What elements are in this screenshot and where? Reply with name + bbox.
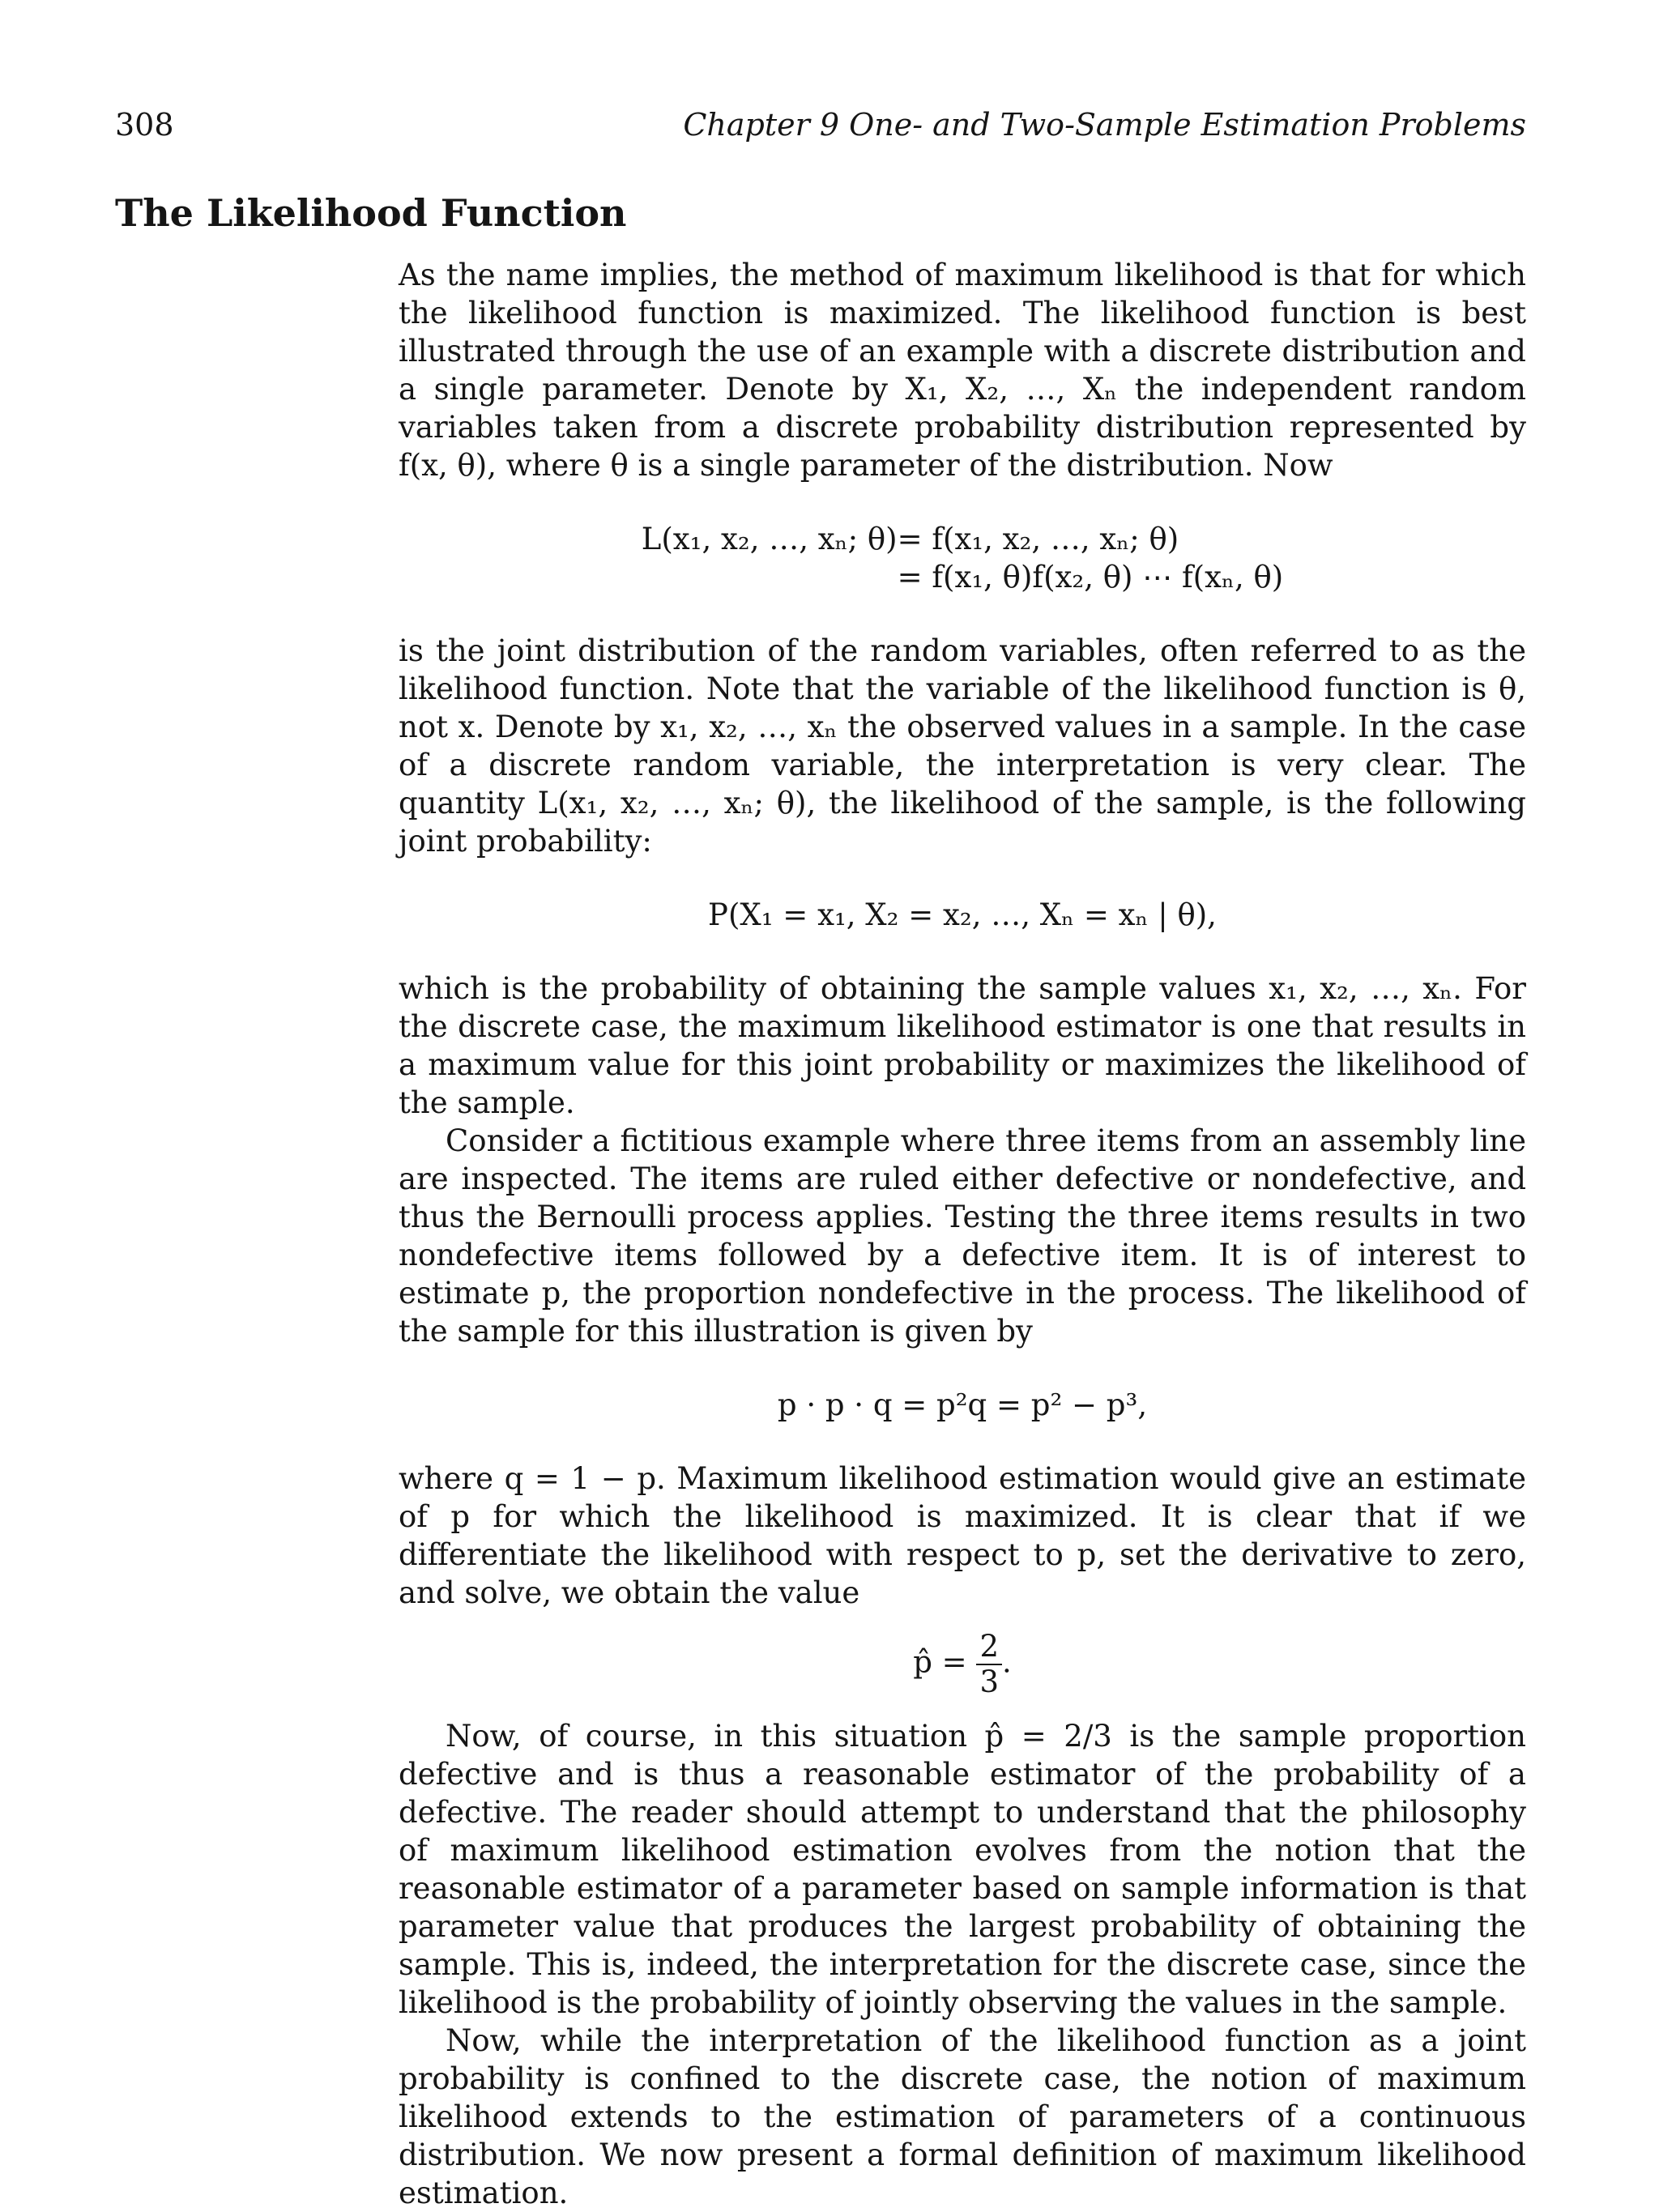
paragraph-3: which is the probability of obtaining the sample values x₁, x₂, …, xₙ. For the discrete case, the maximum likelihood estimator is one that results in a maximum value for this joint probability or maximizes the likelihood of the sample. <box>399 971 1526 1120</box>
section-title: The Likelihood Function <box>115 191 627 235</box>
body-text <box>399 256 1526 2212</box>
paragraph-4: Consider a fictitious example where three items from an assembly line are inspected. The items are ruled either defective or nondefective, and thus the Bernoulli process applies. Testing the three items results in two nondefective items followed by a defective item. It is of interest to estimate p, the proportion nondefective in the process. The likelihood of the sample for this illustration is given by <box>399 1123 1526 1349</box>
likelihood-rhs-line2: = f(x₁, θ)f(x₂, θ) ⋯ f(xₙ, θ) <box>897 560 1284 595</box>
fraction <box>976 1630 1002 1699</box>
running-header <box>115 107 1526 146</box>
paragraph-7: Now, while the interpretation of the likelihood function as a joint probability is confined to the discrete case, the notion of maximum likelihood extends to the estimation of parameters of a continuous distribution. We now present a formal definition of maximum likelihood estimation. <box>399 2023 1526 2210</box>
likelihood-equation <box>399 520 1526 596</box>
page-number: 308 <box>115 107 174 143</box>
estimate-equation <box>399 1630 1526 1699</box>
likelihood-rhs-line1: = f(x₁, x₂, …, xₙ; θ) <box>897 522 1179 556</box>
paragraph-2: is the joint distribution of the random variables, often referred to as the likelihood function. Note that the variable of the likelihood function is θ, not x. Denote by x₁, x₂, …, xₙ the observed values in a sample. In the case of a discrete random variable, the interpretation is very clear. The quantity L(x₁, x₂, …, xₙ; θ), the likelihood of the sample, is the following joint probability: <box>399 633 1526 859</box>
running-title: Chapter 9 One- and Two-Sample Estimation Problems <box>683 107 1526 143</box>
estimate-lhs: p̂ = <box>913 1644 967 1680</box>
estimate-period: . <box>1002 1644 1012 1680</box>
paragraph-6: Now, of course, in this situation p̂ = 2/3 is the sample proportion defective and is thus a reasonable estimator of the probability of a defective. The reader should attempt to understand that the philosophy of maximum likelihood estimation evolves from the notion that the reasonable estimator of a parameter based on sample information is that parameter value that produces the largest probability of obtaining the sample. This is, indeed, the interpretation for the discrete case, since the likelihood is the probability of jointly observing the values in the sample. <box>399 1719 1526 2020</box>
joint-probability-equation: P(X₁ = x₁, X₂ = x₂, …, Xₙ = xₙ | θ), <box>708 897 1217 932</box>
paragraph-5: where q = 1 − p. Maximum likelihood estimation would give an estimate of p for which the likelihood is maximized. It is clear that if we differentiate the likelihood with respect to p, set the derivative to zero, and solve, we obtain the value <box>399 1461 1526 1610</box>
likelihood-lhs: L(x₁, x₂, …, xₙ; θ) <box>641 522 898 556</box>
paragraph-1: As the name implies, the method of maximum likelihood is that for which the likelihood function is maximized. The likelihood function is best illustrated through the use of an example with a discrete distribution and a single parameter. Denote by X₁, X₂, …, Xₙ the independent random variables taken from a discrete probability distribution represented by f(x, θ), where θ is a single parameter of the distribution. Now <box>399 258 1526 483</box>
bernoulli-likelihood-equation: p · p · q = p²q = p² − p³, <box>777 1387 1148 1422</box>
fraction-denominator: 3 <box>979 1664 999 1699</box>
fraction-numerator: 2 <box>976 1630 1002 1665</box>
